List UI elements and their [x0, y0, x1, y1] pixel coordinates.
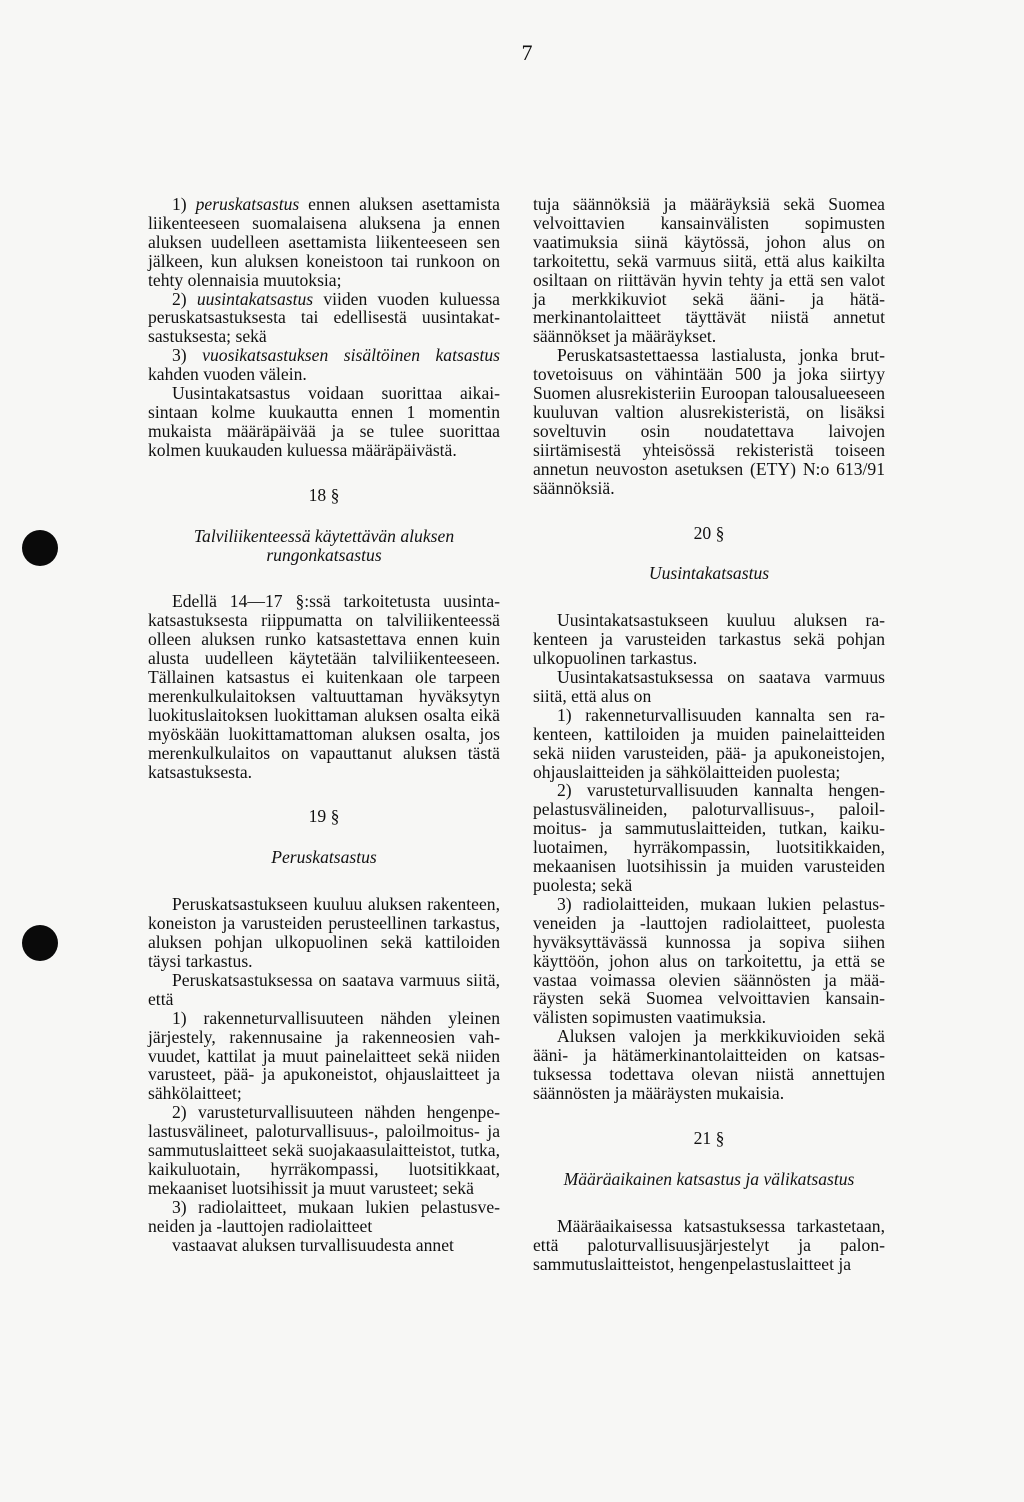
- section-title: Peruskatsastus: [271, 847, 377, 868]
- left-column: [148, 195, 500, 1255]
- paragraph: [148, 1103, 500, 1198]
- text-run: 1) rakenneturvallisuuteen nähden yleinen järjestely, rakennusaine ja rakenneosien vahvuudet, kattilat ja muut painelaitteet sekä niiden varusteet, pää- ja apukoneistot, ohjauslaitteet ja sähkölaitteet;: [148, 1007, 500, 1104]
- paragraph: [148, 895, 500, 971]
- text-run: viiden vuoden kuluessa peruskatsastuksesta tai edellisestä uusintakatsastuksesta; sekä: [148, 288, 500, 347]
- text-run: Peruskatsastukseen kuuluu aluksen rakenteen, koneiston ja varusteiden perusteellinen tarkastus, aluksen pohjan ulkopuolinen sekä kattiloiden täysi tarkastus.: [148, 894, 500, 971]
- text-run: Määräaikaisessa katsastuksessa tarkastetaan, että paloturvallisuusjärjestelyt ja palonsammutuslaitteistot, hengenpelastuslaitteet ja: [533, 1215, 885, 1274]
- section-title: Uusintakatsastus: [648, 563, 770, 584]
- text-run: 2) varusteturvallisuuden kannalta hengenpelastusvälineiden, paloturvallisuus-, paloilmoitus- ja sammutuslaitteiden, tutkan, kaikuluotaimen, hyrräkompassin, luotsitikkaiden, mekaanisen luotsihissin ja muiden varusteiden puolesta; sekä: [533, 780, 885, 895]
- paragraph: [148, 1009, 500, 1104]
- paragraph: [148, 1198, 500, 1236]
- section-title: Määräaikainen katsastus ja välikatsastus: [563, 1168, 855, 1189]
- text-run: Uusintakatsastus voidaan suorittaa aikaisintaan kolme kuukautta ennen 1 momentin mukaista määräpäivää ja se tulee suorittaa kolmen kuukauden kuluessa määräpäivästä.: [148, 383, 500, 460]
- paragraph: [148, 592, 500, 781]
- paragraph: [148, 195, 500, 290]
- text-run: 1) rakenneturvallisuuden kannalta sen rakenteen, kattiloiden ja muiden painelaitteiden sekä niiden varusteiden, pää- ja apukoneistojen, ohjauslaitteiden ja sähkölaitteiden puolesta;: [533, 704, 885, 782]
- text-run: Edellä 14—17 §:ssä tarkoitetusta uusintakatsastuksesta riippumatta on talviliikenteessä olleen aluksen runko katsastettava ennen kuin alusta uudelleen käytetään talviliikenteeseen. Tällainen katsastus ei kuitenkaan ole tarpeen merenkulkulaitoksen valtuuttaman hyväksytyn luokituslaitoksen luokittaman aluksen osalta eikä myöskään luokittamattoman aluksen osalta, jos merenkulkulaitos on vapauttanut aluksen tästä katsastuksesta.: [148, 591, 500, 782]
- paragraph: [533, 346, 885, 497]
- text-run: 3): [172, 345, 203, 366]
- paragraph: [533, 895, 885, 1027]
- text-run: Peruskatsastuksessa on saatava varmuus siitä, että: [148, 969, 500, 1009]
- paragraph: [533, 706, 885, 782]
- text-run: 2): [172, 288, 197, 309]
- text-run: Uusintakatsastuksessa on saatava varmuus siitä, että alus on: [533, 667, 885, 706]
- paragraph: [148, 384, 500, 460]
- paragraph: [148, 290, 500, 347]
- section-number: 18 §: [308, 484, 340, 505]
- text-run: vastaavat aluksen turvallisuudesta annet: [172, 1234, 454, 1255]
- italic-term: uusintakatsastus: [196, 288, 314, 309]
- text-run: tuja säännöksiä ja määräyksiä sekä Suomea velvoittavien kansainvälisten sopimusten vaatimuksia siinä käytössä, johon alus on tarkoitettu, sekä varmuus siitä, että alus kaikilta osiltaan on riittävän hyvin tehty ja että sen valot ja merkkikuviot sekä ääni- ja hätämerkinantolaitteet täyttävät niistä annetut säännökset ja määräykset.: [533, 194, 885, 347]
- paragraph: [533, 668, 885, 706]
- paragraph: [533, 781, 885, 894]
- italic-term: vuosikatsastuksen sisältöinen katsastus: [202, 345, 501, 366]
- italic-term: peruskatsastus: [195, 194, 300, 214]
- text-run: kahden vuoden välein.: [148, 364, 307, 385]
- paragraph: [148, 1236, 500, 1255]
- punch-hole: [22, 530, 58, 566]
- page-number: 7: [521, 40, 533, 65]
- text-run: 1): [172, 194, 196, 214]
- text-run: 2) varusteturvallisuuteen nähden hengenpelastusvälineet, paloturvallisuus-, paloilmoitus- ja sammutuslaitteet sekä suojakaasulaitteistot, tutka, kaikuluotain, hyrräkompassi, luotsitikkaat, mekaaniset luotsihissit ja muut varusteet; sekä: [148, 1102, 500, 1198]
- paragraph: [533, 1217, 885, 1274]
- paragraph: [148, 971, 500, 1009]
- text-run: 3) radiolaitteet, mukaan lukien pelastusveneiden ja -lauttojen radiolaitteet: [148, 1196, 500, 1236]
- text-run: Uusintakatsastukseen kuuluu aluksen rakenteen ja varusteiden tarkastus sekä pohjan ulkopuolinen tarkastus.: [533, 610, 885, 669]
- paragraph: [148, 346, 500, 384]
- right-column: [533, 195, 885, 1273]
- section-number: 21 §: [693, 1127, 725, 1148]
- section-number: 20 §: [693, 522, 725, 543]
- text-run: Aluksen valojen ja merkkikuvioiden sekä ääni- ja hätämerkinantolaitteiden on katsastuksessa todettava olevan niistä annettujen säännösten ja määräysten mukaisia.: [533, 1026, 885, 1103]
- paragraph: [533, 195, 885, 346]
- text-run: 3) radiolaitteiden, mukaan lukien pelastusveneiden ja -lauttojen radiolaitteet, puolesta hyväksyttävässä kunnossa ja sopiva siihen käyttöön, johon alus on tarkoitettu, ja että se vastaa voimassa olevien säännösten ja määräysten sekä Suomea velvoittavien kansainvälisten sopimusten vaatimuksia.: [533, 893, 885, 1028]
- paragraph: [533, 1027, 885, 1103]
- section-number: 19 §: [308, 806, 340, 827]
- punch-hole: [22, 925, 58, 961]
- text-run: ennen aluksen asettamista liikenteeseen suomalaisena aluksena ja ennen aluksen uudelleen asettamista liikenteeseen sen jälkeen, kun aluksen koneistoon tai runkoon on tehty olennaisia muutoksia;: [148, 194, 500, 290]
- paragraph: [533, 611, 885, 668]
- section-title: Talviliikenteessä käytettävän aluksen rungonkatsastus: [193, 525, 455, 565]
- text-run: Peruskatsastettaessa lastialusta, jonka bruttovetoisuus on vähintään 500 ja joka siirtyy Suomen alusrekisteriin Euroopan talousalueeseen kuuluvan valtion alusrekisteristä, on lisäksi soveltuvin osin noudatettava laivojen siirtämisestä yhteisössä rekisteristä toiseen annetun neuvoston asetuksen (ETY) N:o 613/91 säännöksiä.: [533, 345, 885, 498]
